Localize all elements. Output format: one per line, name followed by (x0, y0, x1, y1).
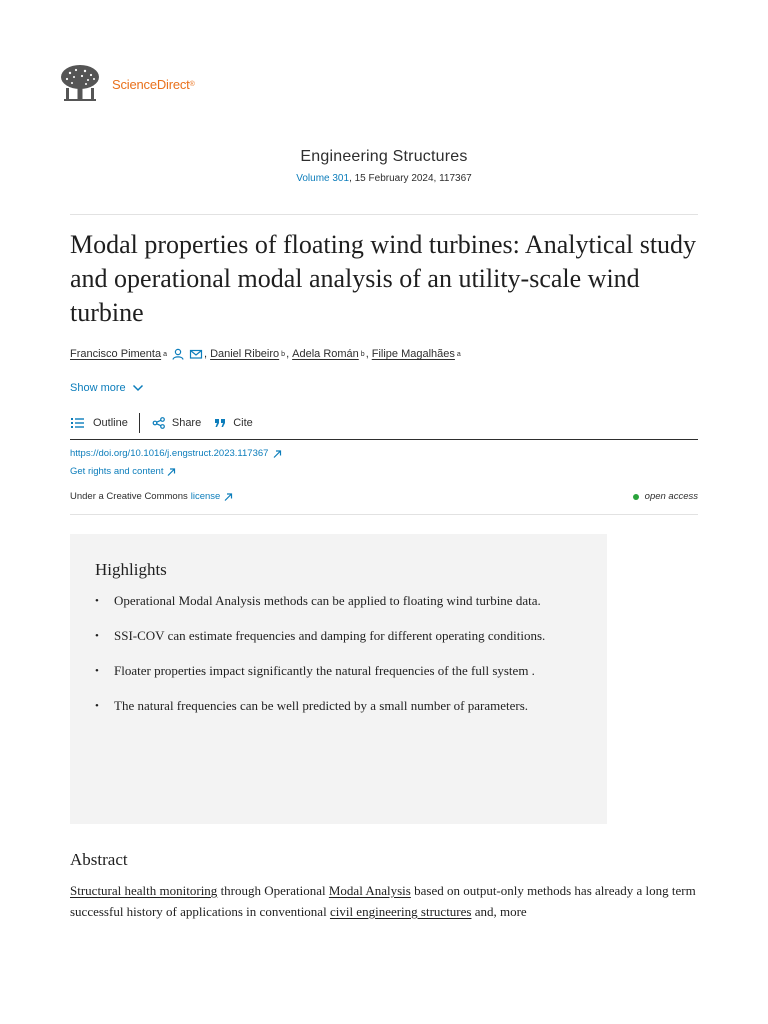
highlight-item: • The natural frequencies can be well predicted by a small number of parameters. (95, 696, 585, 716)
author-link[interactable]: Adela Román (292, 348, 359, 360)
abstract-fragment: through Operational (217, 883, 329, 898)
affiliation-mark[interactable]: a (163, 350, 167, 358)
author-separator: , (204, 348, 208, 360)
chevron-down-icon (131, 383, 145, 393)
article-toolbar (70, 412, 253, 434)
topic-link[interactable]: civil engineering structures (329, 904, 472, 919)
affiliation-mark[interactable]: b (360, 350, 365, 358)
affiliation-mark[interactable]: a (456, 350, 461, 358)
author-link[interactable]: Francisco Pimenta (70, 348, 162, 360)
sciencedirect-logo[interactable] (58, 64, 195, 104)
highlight-item: • Floater properties impact significantly the natural frequencies of the full system . (95, 661, 585, 681)
affiliation-mark[interactable]: b (281, 350, 286, 358)
abstract-fragment: based on output-only methods has already a long term successful history of applications in conventional (70, 883, 696, 919)
highlight-item: • Operational Modal Analysis methods can be applied to floating wind turbine data. (95, 591, 585, 611)
meta-divider (70, 514, 698, 515)
volume-link[interactable]: Volume 301 (296, 173, 350, 184)
brand-name: ScienceDirect (112, 76, 190, 92)
article-title: Modal properties of floating wind turbines: Analytical study and operational modal analysis of an utility-scale wind turbine (70, 230, 697, 327)
outline-label: Outline (93, 417, 128, 429)
journal-title[interactable]: Engineering Structures (300, 148, 468, 165)
highlights-box (70, 534, 607, 824)
open-access-badge (633, 491, 698, 502)
doi-text: https://doi.org/10.1016/j.engstruct.2023.117367 (70, 448, 269, 459)
cite-label: Cite (233, 417, 253, 429)
external-link-icon (223, 492, 234, 502)
toolbar-underline (70, 439, 698, 440)
external-link-icon (166, 467, 177, 477)
email-icon[interactable] (189, 348, 203, 360)
list-icon (70, 417, 86, 429)
open-access-dot-icon (633, 494, 639, 500)
license-link[interactable]: license (190, 491, 221, 502)
elsevier-tree-icon (58, 64, 102, 104)
highlight-item: • SSI-COV can estimate frequencies and damping for different operating conditions. (95, 626, 585, 646)
show-more-label: Show more (70, 382, 126, 394)
doi-link[interactable] (70, 448, 283, 459)
license-prefix: Under a Creative Commons (70, 491, 188, 502)
author-link[interactable]: Filipe Magalhães (371, 348, 455, 360)
external-link-icon (272, 449, 283, 459)
rights-link[interactable] (70, 466, 177, 477)
toolbar-divider (139, 413, 140, 433)
topic-link[interactable]: Structural health monitoring (70, 883, 218, 898)
license-info (70, 491, 234, 502)
volume-info (0, 173, 768, 184)
show-more-button[interactable] (70, 382, 145, 394)
author-list (70, 348, 461, 360)
open-access-label: open access (644, 491, 698, 502)
outline-button[interactable] (70, 417, 128, 429)
registered-mark: ® (189, 80, 195, 88)
person-icon[interactable] (171, 348, 185, 360)
rights-text: Get rights and content (70, 466, 164, 477)
author-separator: , (365, 348, 369, 360)
cite-button[interactable] (214, 417, 253, 429)
share-icon (152, 417, 166, 429)
abstract-heading: Abstract (70, 850, 128, 869)
quote-icon (214, 417, 227, 429)
highlights-heading: Highlights (95, 560, 167, 579)
share-button[interactable] (152, 417, 201, 429)
highlights-list (95, 591, 585, 731)
author-link[interactable]: Daniel Ribeiro (210, 348, 280, 360)
topic-link[interactable]: Modal Analysis (328, 883, 411, 898)
share-label: Share (171, 417, 202, 429)
volume-date: , 15 February 2024, 117367 (349, 173, 472, 184)
abstract-text (70, 880, 700, 922)
abstract-fragment: and, more (471, 904, 527, 919)
header-divider (70, 214, 698, 215)
author-separator: , (286, 348, 290, 360)
